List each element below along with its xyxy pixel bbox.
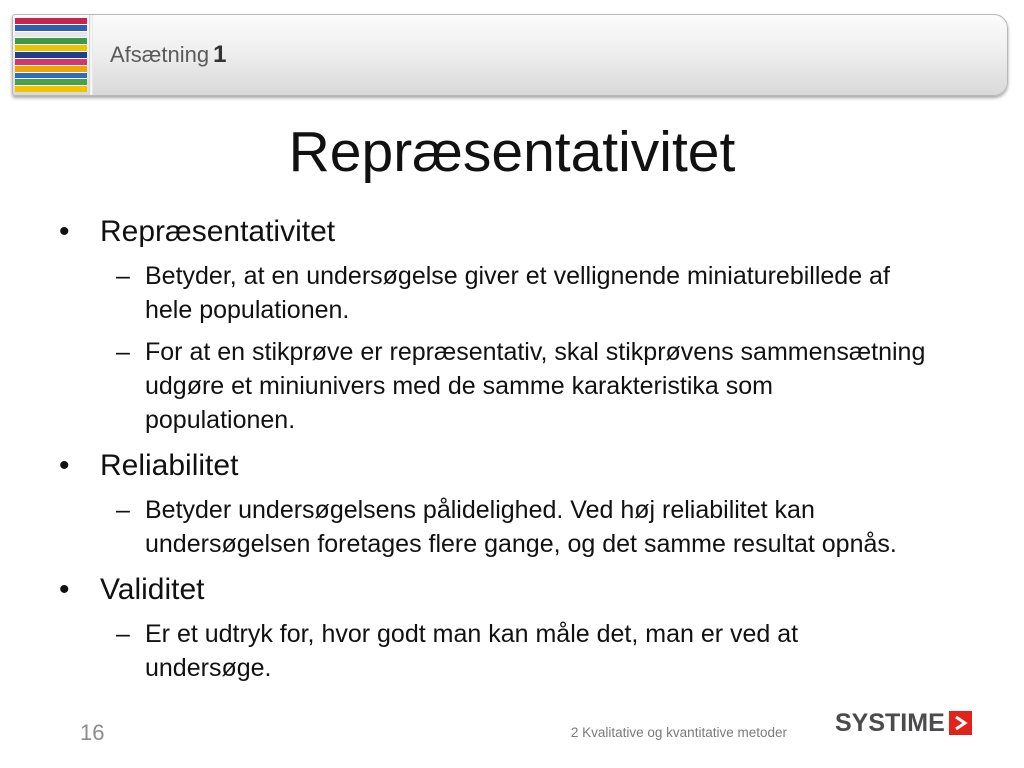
- bullet-row: [0, 446, 1024, 486]
- bullet-item: [0, 212, 1024, 437]
- brand-name: SYSTIME: [835, 709, 945, 737]
- sub-bullet-line: hele populationen.: [145, 296, 350, 324]
- sub-bullet-marker: –: [116, 338, 130, 366]
- header-stripe: [15, 25, 87, 31]
- course-number: 1: [213, 41, 227, 68]
- sub-bullet-line: Betyder, at en undersøgelse giver et vellignende miniaturebillede af: [145, 262, 890, 290]
- sub-bullet-line: undersøge.: [145, 654, 272, 682]
- header-stripe: [15, 86, 87, 92]
- slide-number: 16: [80, 720, 105, 745]
- header-stripe: [15, 73, 87, 79]
- header-stripe: [15, 18, 87, 24]
- course-title: [110, 40, 226, 70]
- header-stripe: [15, 52, 87, 58]
- sub-bullet-marker: –: [116, 620, 130, 648]
- sub-bullet-item: [0, 259, 1024, 327]
- header-stripe: [15, 79, 87, 85]
- sub-bullet-list: [0, 617, 1024, 685]
- sub-bullet-line: undersøgelsen foretages flere gange, og det samme resultat opnås.: [145, 530, 897, 558]
- bullet-item: [0, 570, 1024, 685]
- sub-bullet-item: [0, 335, 1024, 437]
- arrow-right-icon: [949, 711, 972, 735]
- header-stripes: [15, 18, 87, 92]
- sub-bullet-line: Betyder undersøgelsens pålidelighed. Ved høj reliabilitet kan: [145, 496, 815, 524]
- bullet-text: Repræsentativitet: [100, 215, 336, 248]
- slide-title: Repræsentativitet: [288, 120, 736, 184]
- sub-bullet-list: [0, 493, 1024, 561]
- header-stripe: [15, 38, 87, 44]
- header-stripe: [15, 32, 87, 38]
- header-stripe: [15, 66, 87, 72]
- course-name: Afsætning: [110, 42, 210, 67]
- sub-bullet-line: Er et udtryk for, hvor godt man kan måle det, man er ved at: [145, 620, 799, 648]
- bullet-list: [0, 212, 1024, 685]
- header-stripe: [15, 45, 87, 51]
- systime-logo: [835, 709, 972, 737]
- sub-bullet-line: populationen.: [145, 406, 296, 434]
- chapter-footer: 2 Kvalitative og kvantitative metoder: [570, 725, 787, 740]
- bullet-marker: •: [59, 573, 70, 606]
- header-stripe: [15, 59, 87, 65]
- bullet-row: [0, 570, 1024, 610]
- sub-bullet-marker: –: [116, 496, 130, 524]
- bullet-marker: •: [59, 215, 70, 248]
- bullet-marker: •: [59, 449, 70, 482]
- bullet-item: [0, 446, 1024, 561]
- sub-bullet-line: For at en stikprøve er repræsentativ, skal stikprøvens sammensætning: [145, 338, 926, 366]
- sub-bullet-list: [0, 259, 1024, 437]
- sub-bullet-marker: –: [116, 262, 130, 290]
- bullet-text: Reliabilitet: [100, 449, 239, 482]
- sub-bullet-item: [0, 617, 1024, 685]
- header-bar: [12, 14, 1008, 96]
- sub-bullet-line: udgøre et miniunivers med de samme karakteristika som: [145, 372, 774, 400]
- sub-bullet-item: [0, 493, 1024, 561]
- bullet-row: [0, 212, 1024, 252]
- bullet-text: Validitet: [100, 573, 205, 606]
- arrow-right-icon-glyph: [953, 715, 968, 731]
- header-divider: [89, 15, 93, 95]
